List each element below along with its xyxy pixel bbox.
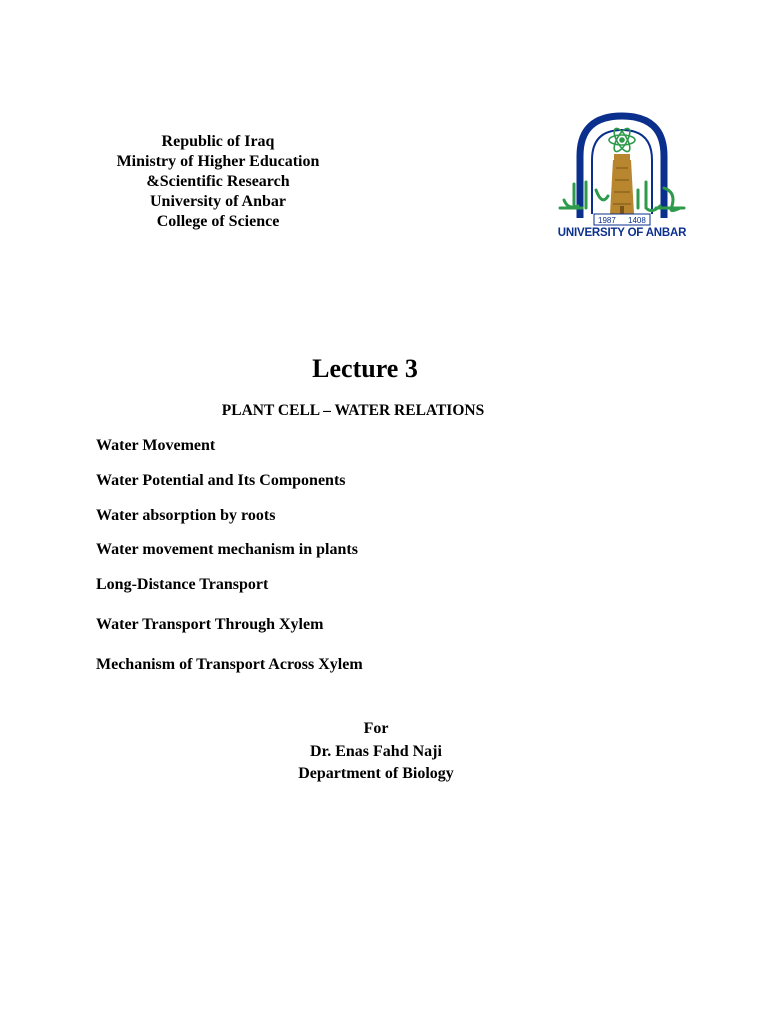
institution-header xyxy=(88,132,348,232)
topic-item: Water absorption by roots xyxy=(96,507,276,524)
university-emblem-icon xyxy=(552,110,692,228)
lecture-title: Lecture 3 xyxy=(312,354,418,383)
logo-year-right: 1408 xyxy=(628,216,646,225)
author-block xyxy=(240,718,512,786)
header-university: University of Anbar xyxy=(150,193,286,210)
university-logo xyxy=(552,110,692,242)
topic-item: Mechanism of Transport Across Xylem xyxy=(96,656,363,673)
topic-item: Water Potential and Its Components xyxy=(96,472,346,489)
header-country: Republic of Iraq xyxy=(161,133,275,150)
topic-item: Water Movement xyxy=(96,437,216,454)
topic-item: Water Transport Through Xylem xyxy=(96,616,324,633)
header-ministry-cont: &Scientific Research xyxy=(146,173,290,190)
author-name: Dr. Enas Fahd Naji xyxy=(310,742,442,760)
header-ministry: Ministry of Higher Education xyxy=(116,153,320,170)
header-college: College of Science xyxy=(156,213,280,230)
for-label: For xyxy=(363,720,389,737)
topic-item: Long-Distance Transport xyxy=(96,576,269,593)
lecture-subject: PLANT CELL – WATER RELATIONS xyxy=(221,402,485,419)
topic-item: Water movement mechanism in plants xyxy=(96,541,358,558)
logo-year-left: 1987 xyxy=(598,216,616,225)
logo-caption: UNIVERSITY OF ANBAR xyxy=(557,227,687,239)
minaret-icon xyxy=(610,154,634,214)
department-name: Department of Biology xyxy=(298,765,454,782)
